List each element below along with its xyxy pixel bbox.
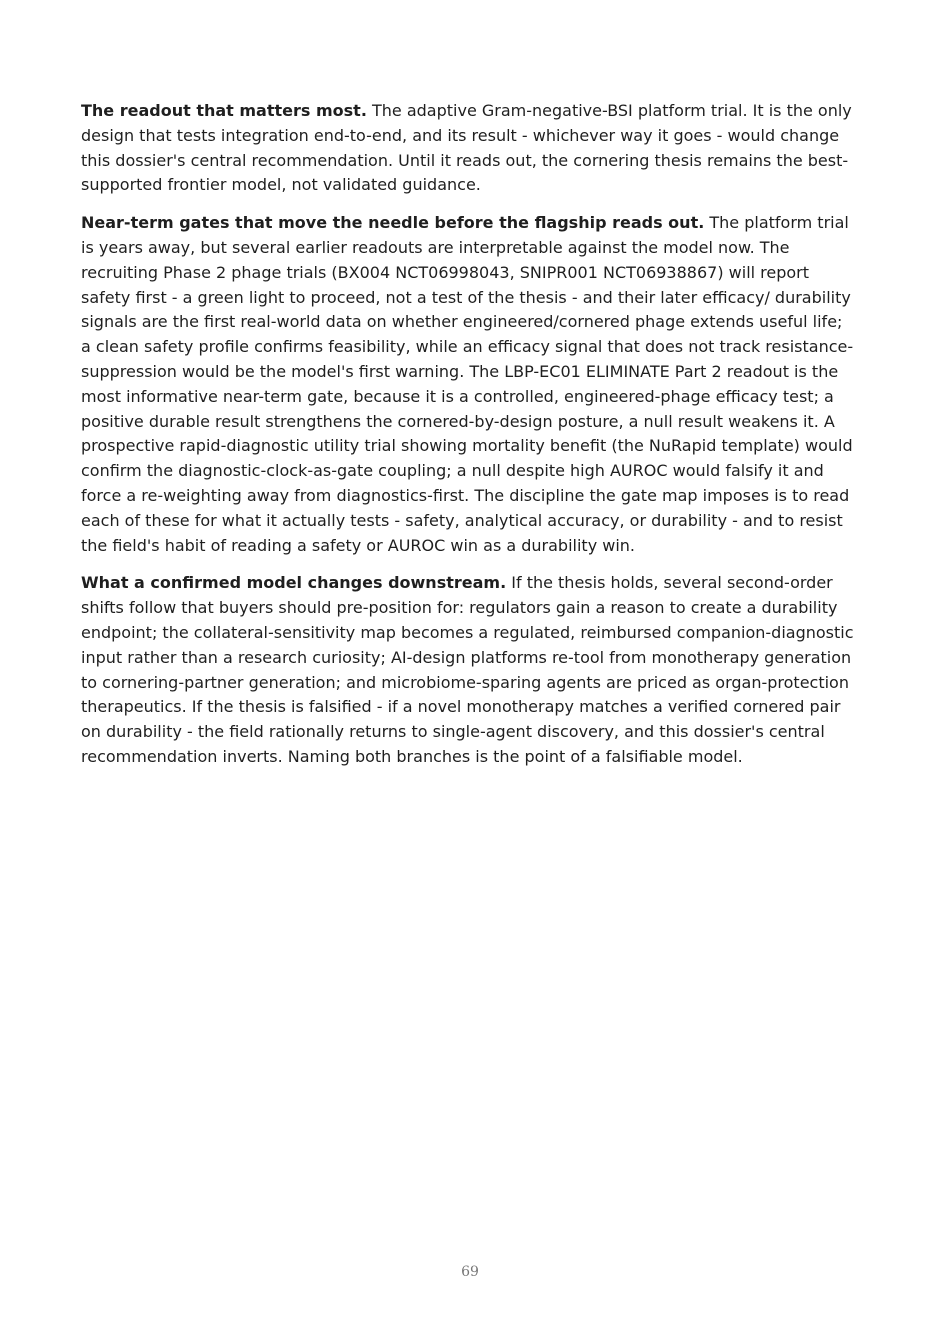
paragraph-downstream [81, 571, 857, 769]
paragraph-body: The platform trial is years away, but several earlier readouts are interpretable against the model now. The recruiting Phase 2 phage trials (BX004 NCT06998043, SNIPR001 NCT06938867) will report safety first - a green light to proceed, not a test of the thesis - and their later efficacy/ durability signals are the first real-world data on whether engineered/cornered phage extends useful life; a clean safety profile confirms feasibility, while an efficacy signal that does not track resistance-suppression would be the model's first warning. The LBP-EC01 ELIMINATE Part 2 readout is the most informative near-term gate, because it is a controlled, engineered-phage efficacy test; a positive durable result strengthens the cornered-by-design posture, a null result weakens it. A prospective rapid-diagnostic utility trial showing mortality benefit (the NuRapid template) would confirm the diagnostic-clock-as-gate coupling; a null despite high AUROC would falsify it and force a re-weighting away from diagnostics-first. The discipline the gate map imposes is to read each of these for what it actually tests - safety, analytical accuracy, or durability - and to resist the field's habit of reading a safety or AUROC win as a durability win. [81, 213, 854, 555]
paragraph-body: The adaptive Gram-negative-BSI platform trial. It is the only design that tests integration end-to-end, and its result - whichever way it goes - would change this dossier's central recommendation. Until it reads out, the cornering thesis remains the best-supported frontier model, not validated guidance. [81, 101, 852, 195]
paragraph-readout [81, 99, 857, 198]
paragraph-heading: The readout that matters most. [81, 101, 367, 120]
paragraph-body: If the thesis holds, several second-order shifts follow that buyers should pre-position for: regulators gain a reason to create a durability endpoint; the collateral-sensitivity map becomes a regulated, reimbursed companion-diagnostic input rather than a research curiosity; AI-design platforms re-tool from monotherapy generation to cornering-partner generation; and microbiome-sparing agents are priced as organ-protection therapeutics. If the thesis is falsified - if a novel monotherapy matches a verified cornered pair on durability - the field rationally returns to single-agent discovery, and this dossier's central recommendation inverts. Naming both branches is the point of a falsifiable model. [81, 573, 854, 766]
page-number: 69 [461, 1264, 479, 1280]
body-text [81, 99, 857, 783]
paragraph-near-term-gates [81, 211, 857, 558]
paragraph-heading: What a confirmed model changes downstream. [81, 573, 507, 593]
paragraph-heading: Near-term gates that move the needle before the flagship reads out. [81, 213, 705, 233]
